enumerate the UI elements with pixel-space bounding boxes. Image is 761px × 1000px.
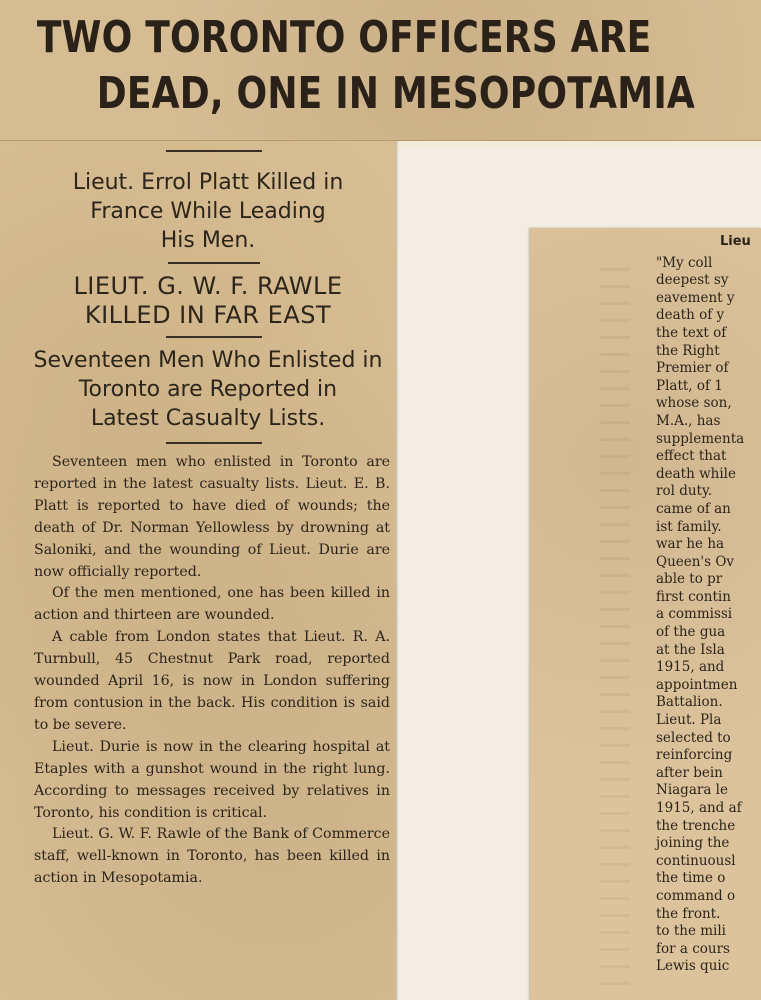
right-clipping-line: ist family. <box>656 518 722 535</box>
headline-line-2: DEAD, ONE IN MESOPOTAMIA <box>96 68 696 119</box>
right-clipping-line: eavement y <box>656 289 735 306</box>
divider-rule <box>166 442 262 444</box>
divider-rule <box>166 150 262 152</box>
article-paragraph: Lieut. Durie is now in the clearing hospital at Etaples with a gunshot wound in the right lung. According to messages received by relatives in Toronto, his condition is critical. <box>34 738 390 821</box>
right-clipping-line: the trenche <box>656 817 736 834</box>
right-clipping-line: at the Isla <box>656 641 725 658</box>
right-clipping-line: selected to <box>656 729 731 746</box>
right-clipping-line: appointmen <box>656 676 738 693</box>
article-paragraph: Lieut. G. W. F. Rawle of the Bank of Commerce staff, well-known in Toronto, has been killed in action in Mesopotamia. <box>34 826 390 887</box>
right-clipping-line: the Right <box>656 342 720 359</box>
right-clipping-lines <box>656 255 761 976</box>
right-clipping-line: supplementa <box>656 430 745 447</box>
right-clipping-line: continuousl <box>656 852 736 869</box>
right-clipping-line: whose son, <box>656 395 732 412</box>
right-clipping-line: came of an <box>656 500 731 517</box>
deck-rawle <box>20 272 396 330</box>
right-clipping-line: first contin <box>656 588 731 605</box>
right-clipping-heading: Lieu <box>720 234 751 249</box>
right-clipping-line: M.A., has <box>656 412 721 429</box>
right-clipping-line: command o <box>656 887 736 904</box>
right-clipping-line: the time o <box>656 870 726 887</box>
right-clipping-line: the front. <box>656 905 721 922</box>
right-newspaper-clipping <box>530 228 761 1000</box>
article-paragraph: Of the men mentioned, one has been killed in action and thirteen are wounded. <box>34 585 390 624</box>
right-clipping-line: deepest sy <box>656 272 729 289</box>
right-clipping-line: able to pr <box>656 571 723 588</box>
right-clipping-line: the text of <box>656 324 727 341</box>
deck-line: KILLED IN FAR EAST <box>84 301 332 329</box>
right-clipping-line: reinforcing <box>656 747 733 764</box>
deck-line: France While Leading <box>90 199 326 224</box>
deck-line: His Men. <box>160 228 256 253</box>
bleed-through-marks <box>600 268 630 988</box>
right-clipping-line: Niagara le <box>656 782 728 799</box>
deck-errol-platt <box>20 168 396 255</box>
deck-line: Toronto are Reported in <box>78 377 338 402</box>
divider-rule <box>168 262 260 264</box>
right-clipping-line: after bein <box>656 764 723 781</box>
right-clipping-line: to the mili <box>656 923 726 940</box>
right-clipping-line: a commissi <box>656 606 733 623</box>
right-clipping-line: 1915, and <box>656 659 725 676</box>
divider-rule <box>166 336 262 338</box>
right-clipping-line: war he ha <box>656 536 725 553</box>
right-clipping-column <box>656 233 761 976</box>
right-clipping-line: Lewis quic <box>656 958 730 975</box>
article-paragraph: Seventeen men who enlisted in Toronto are reported in the latest casualty lists. Lieut. E. B. Platt is reported to have died of wounds; the death of Dr. Norman Yellowless by drowning at Saloniki, and the wounding of Lieut. Durie are now officially reported. <box>34 454 390 580</box>
right-clipping-line: of the gua <box>656 624 726 641</box>
right-clipping-line: death while <box>656 465 736 482</box>
right-clipping-line: "My coll <box>656 254 713 271</box>
deck-line: Seventeen Men Who Enlisted in <box>33 348 383 373</box>
right-clipping-line: Premier of <box>656 360 729 377</box>
right-clipping-line: Battalion. <box>656 694 723 711</box>
headline-line-1: TWO TORONTO OFFICERS ARE <box>36 12 652 63</box>
right-clipping-line: Queen's Ov <box>656 553 735 570</box>
right-clipping-line: Platt, of 1 <box>656 377 723 394</box>
right-clipping-line: 1915, and af <box>656 800 742 816</box>
headline <box>0 10 696 122</box>
deck-line: Lieut. Errol Platt Killed in <box>72 170 344 195</box>
right-clipping-line: rol duty. <box>656 483 713 500</box>
deck-seventeen-men <box>20 346 396 433</box>
right-clipping-line: death of y <box>656 307 725 324</box>
right-clipping-line: joining the <box>656 835 730 852</box>
right-clipping-line: for a cours <box>656 940 730 957</box>
article-body <box>34 452 390 890</box>
right-clipping-line: effect that <box>656 448 727 465</box>
right-clipping-line: Lieut. Pla <box>656 712 722 729</box>
deck-line: LIEUT. G. W. F. RAWLE <box>73 272 343 300</box>
deck-line: Latest Casualty Lists. <box>90 406 326 431</box>
article-paragraph: A cable from London states that Lieut. R. A. Turnbull, 45 Chestnut Park road, reported wounded April 16, is now in London suffering from contusion in the back. His condition is said to be severe. <box>34 629 390 733</box>
